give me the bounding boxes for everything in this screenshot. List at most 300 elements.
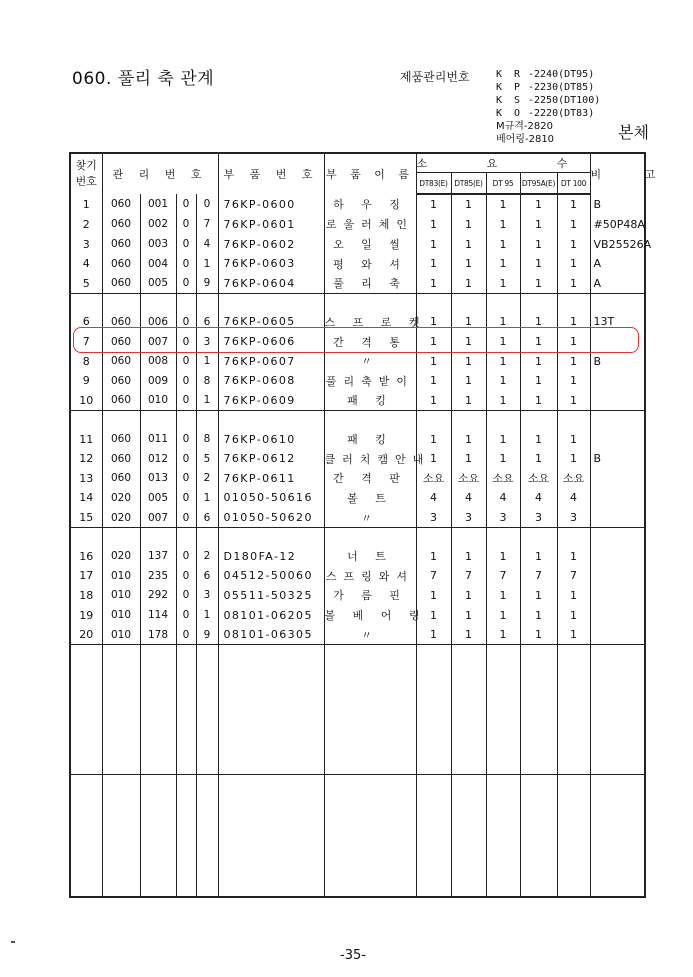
seq-cell: 12	[70, 449, 102, 469]
part-number-cell: 76KP-0602	[218, 234, 324, 254]
note-cell: B	[590, 351, 645, 371]
mgmt-b-cell: 292	[140, 586, 176, 606]
qty-cell: 3	[486, 508, 520, 528]
mgmt-b-cell: 010	[140, 391, 176, 411]
empty-cell	[520, 645, 557, 775]
table-row	[70, 429, 645, 449]
qty-cell: 1	[416, 332, 451, 352]
mgmt-c-cell: 0	[176, 254, 196, 274]
part-number-cell: 76KP-0605	[218, 312, 324, 332]
mgmt-b-cell: 003	[140, 234, 176, 254]
mgmt-b-cell: 011	[140, 429, 176, 449]
seq-cell: 20	[70, 625, 102, 645]
empty-cell	[176, 645, 196, 775]
mgmt-b-cell: 005	[140, 488, 176, 508]
empty-cell	[176, 411, 196, 430]
part-number-cell: 76KP-0601	[218, 215, 324, 235]
part-name-cell: 간 격 판	[324, 469, 416, 489]
mgmt-b-cell: 013	[140, 469, 176, 489]
part-number-cell: 76KP-0600	[218, 194, 324, 215]
header-model: DT95A(E)	[520, 173, 557, 195]
qty-cell: 1	[520, 312, 557, 332]
empty-cell	[196, 645, 218, 775]
qty-cell: 1	[416, 391, 451, 411]
empty-cell	[590, 645, 645, 775]
note-cell	[590, 605, 645, 625]
qty-cell: 3	[451, 508, 486, 528]
empty-cell	[70, 411, 102, 430]
mgmt-c-cell: 0	[176, 508, 196, 528]
qty-cell: 1	[520, 371, 557, 391]
page-number: -35-	[340, 948, 366, 963]
empty-cell	[176, 294, 196, 313]
highlighted-row-outline	[73, 327, 639, 353]
seq-cell: 6	[70, 312, 102, 332]
mgmt-b-cell: 008	[140, 351, 176, 371]
part-name-cell: 〃	[324, 508, 416, 528]
mgmt-a-cell: 010	[102, 625, 140, 645]
part-number-cell: 08101-06305	[218, 625, 324, 645]
note-cell	[590, 546, 645, 566]
seq-cell: 5	[70, 273, 102, 293]
qty-cell: 1	[416, 254, 451, 274]
parts-table	[69, 152, 676, 898]
empty-cell	[196, 294, 218, 313]
qty-cell: 1	[520, 215, 557, 235]
empty-cell	[416, 294, 451, 313]
section-label: 본체	[618, 123, 649, 142]
qty-cell: 1	[416, 234, 451, 254]
mgmt-b-cell: 007	[140, 332, 176, 352]
table-row	[70, 234, 645, 254]
mgmt-b-cell: 012	[140, 449, 176, 469]
mgmt-d-cell: 9	[196, 273, 218, 293]
mgmt-d-cell: 1	[196, 488, 218, 508]
part-name-cell: 오 일 씰	[324, 234, 416, 254]
mgmt-d-cell: 6	[196, 312, 218, 332]
mgmt-d-cell: 4	[196, 234, 218, 254]
header-part-name: 부 품 이 름	[324, 153, 416, 194]
qty-cell: 소요	[486, 469, 520, 489]
qty-cell: 1	[486, 586, 520, 606]
table-row	[70, 254, 645, 274]
mgmt-a-cell: 010	[102, 566, 140, 586]
mgmt-a-cell: 060	[102, 469, 140, 489]
mgmt-a-cell: 060	[102, 371, 140, 391]
qty-cell: 1	[486, 234, 520, 254]
header-model: DT 100	[557, 173, 590, 195]
mgmt-a-cell: 010	[102, 605, 140, 625]
table-row	[70, 566, 645, 586]
qty-cell: 1	[520, 625, 557, 645]
seq-cell: 19	[70, 605, 102, 625]
qty-cell: 1	[451, 194, 486, 215]
mgmt-c-cell: 0	[176, 273, 196, 293]
note-cell: A	[590, 273, 645, 293]
empty-cell	[218, 411, 324, 430]
qty-cell: 1	[520, 391, 557, 411]
qty-cell: 1	[486, 194, 520, 215]
note-cell: B	[590, 449, 645, 469]
empty-cell	[324, 775, 416, 897]
part-number-cell: 76KP-0604	[218, 273, 324, 293]
seq-cell: 1	[70, 194, 102, 215]
qty-cell: 1	[557, 215, 590, 235]
qty-cell: 1	[486, 625, 520, 645]
header-qty: 소 요 수	[416, 153, 590, 173]
mgmt-d-cell: 6	[196, 566, 218, 586]
mgmt-c-cell: 0	[176, 371, 196, 391]
mgmt-d-cell: 7	[196, 215, 218, 235]
qty-cell: 1	[557, 429, 590, 449]
empty-cell	[70, 775, 102, 897]
empty-cell	[520, 775, 557, 897]
part-number-cell: 76KP-0610	[218, 429, 324, 449]
mgmt-c-cell: 0	[176, 546, 196, 566]
part-name-cell: 로울러체인	[324, 215, 416, 235]
table-row	[70, 586, 645, 606]
management-number-label: 제품관리번호	[400, 70, 470, 84]
mgmt-c-cell: 0	[176, 566, 196, 586]
table-row	[70, 508, 645, 528]
part-name-cell: 클러치캠안내	[324, 449, 416, 469]
qty-cell: 1	[416, 546, 451, 566]
qty-cell: 1	[486, 332, 520, 352]
qty-cell: 1	[451, 429, 486, 449]
qty-cell: 1	[451, 254, 486, 274]
table-row	[70, 469, 645, 489]
part-number-cell: 76KP-0606	[218, 332, 324, 352]
table-row	[70, 194, 645, 215]
header-model: DT83(E)	[416, 173, 451, 195]
seq-cell: 10	[70, 391, 102, 411]
empty-cell	[590, 411, 645, 430]
qty-cell: 1	[451, 234, 486, 254]
qty-cell: 4	[557, 488, 590, 508]
qty-cell: 1	[486, 273, 520, 293]
table-spacer-row	[70, 294, 645, 313]
note-cell	[590, 371, 645, 391]
part-number-cell: 76KP-0612	[218, 449, 324, 469]
empty-cell	[218, 294, 324, 313]
empty-cell	[102, 645, 140, 775]
mgmt-c-cell: 0	[176, 449, 196, 469]
empty-cell	[590, 528, 645, 547]
table-row	[70, 546, 645, 566]
seq-cell: 15	[70, 508, 102, 528]
empty-cell	[416, 528, 451, 547]
qty-cell: 1	[557, 194, 590, 215]
qty-cell: 1	[520, 194, 557, 215]
qty-cell: 1	[486, 546, 520, 566]
code-row: K O -2220(DT83)	[496, 108, 595, 119]
seq-cell: 13	[70, 469, 102, 489]
qty-cell: 1	[451, 312, 486, 332]
mgmt-a-cell: 060	[102, 332, 140, 352]
note-cell	[590, 469, 645, 489]
part-number-cell: 76KP-0603	[218, 254, 324, 274]
qty-cell: 1	[557, 234, 590, 254]
empty-cell	[102, 528, 140, 547]
mgmt-b-cell: 006	[140, 312, 176, 332]
seq-cell: 4	[70, 254, 102, 274]
mgmt-a-cell: 010	[102, 586, 140, 606]
mgmt-d-cell: 1	[196, 391, 218, 411]
qty-cell: 1	[486, 312, 520, 332]
empty-cell	[486, 645, 520, 775]
empty-cell	[140, 775, 176, 897]
note-cell	[590, 488, 645, 508]
qty-cell: 1	[416, 273, 451, 293]
qty-cell: 1	[416, 449, 451, 469]
qty-cell: 1	[486, 254, 520, 274]
qty-cell: 소요	[557, 469, 590, 489]
empty-cell	[451, 411, 486, 430]
mgmt-b-cell: 114	[140, 605, 176, 625]
mgmt-b-cell: 007	[140, 508, 176, 528]
part-name-cell: 볼 베 어 링	[324, 605, 416, 625]
header-seq: 찾기 번호	[70, 153, 102, 194]
empty-cell	[102, 294, 140, 313]
mgmt-d-cell: 0	[196, 194, 218, 215]
empty-cell	[451, 775, 486, 897]
qty-cell: 1	[557, 586, 590, 606]
qty-cell: 4	[416, 488, 451, 508]
qty-cell: 1	[557, 351, 590, 371]
note-cell	[590, 508, 645, 528]
mgmt-c-cell: 0	[176, 586, 196, 606]
part-name-cell: 하 우 징	[324, 194, 416, 215]
table-row	[70, 215, 645, 235]
qty-cell: 1	[520, 429, 557, 449]
mgmt-c-cell: 0	[176, 625, 196, 645]
empty-cell	[451, 528, 486, 547]
seq-cell: 8	[70, 351, 102, 371]
part-number-cell: 76KP-0607	[218, 351, 324, 371]
qty-cell: 1	[557, 449, 590, 469]
part-number-cell: 08101-06205	[218, 605, 324, 625]
part-name-cell: 볼 트	[324, 488, 416, 508]
qty-cell: 7	[520, 566, 557, 586]
part-name-cell: 풀리축받이	[324, 371, 416, 391]
mgmt-a-cell: 060	[102, 254, 140, 274]
note-cell	[590, 566, 645, 586]
part-name-cell: 스프링와셔	[324, 566, 416, 586]
qty-cell: 1	[416, 351, 451, 371]
qty-cell: 1	[557, 546, 590, 566]
qty-cell: 1	[520, 254, 557, 274]
mgmt-b-cell: 002	[140, 215, 176, 235]
qty-cell: 1	[557, 371, 590, 391]
empty-cell	[70, 294, 102, 313]
empty-cell	[218, 528, 324, 547]
empty-cell	[520, 528, 557, 547]
part-number-cell: 76KP-0609	[218, 391, 324, 411]
mgmt-d-cell: 8	[196, 429, 218, 449]
note-cell: 13T	[590, 312, 645, 332]
qty-cell: 1	[416, 215, 451, 235]
empty-cell	[590, 294, 645, 313]
empty-cell	[218, 645, 324, 775]
seq-cell: 2	[70, 215, 102, 235]
empty-cell	[196, 411, 218, 430]
qty-cell: 3	[520, 508, 557, 528]
part-number-cell: 01050-50616	[218, 488, 324, 508]
mgmt-b-cell: 235	[140, 566, 176, 586]
note-cell	[590, 625, 645, 645]
empty-cell	[557, 645, 590, 775]
scan-mark	[11, 941, 15, 943]
empty-cell	[486, 775, 520, 897]
note-cell: #50P48A	[590, 215, 645, 235]
mgmt-a-cell: 060	[102, 449, 140, 469]
qty-cell: 1	[451, 546, 486, 566]
mgmt-a-cell: 020	[102, 546, 140, 566]
qty-cell: 1	[486, 449, 520, 469]
mgmt-d-cell: 1	[196, 605, 218, 625]
qty-cell: 1	[557, 254, 590, 274]
table-row	[70, 351, 645, 371]
mgmt-a-cell: 060	[102, 391, 140, 411]
empty-cell	[590, 775, 645, 897]
empty-cell	[324, 411, 416, 430]
note-cell	[590, 429, 645, 449]
qty-cell: 1	[486, 391, 520, 411]
empty-cell	[520, 411, 557, 430]
table-row	[70, 391, 645, 411]
mgmt-c-cell: 0	[176, 194, 196, 215]
mgmt-c-cell: 0	[176, 469, 196, 489]
empty-cell	[70, 645, 102, 775]
qty-cell: 1	[451, 371, 486, 391]
empty-cell	[102, 411, 140, 430]
empty-cell	[557, 775, 590, 897]
mgmt-c-cell: 0	[176, 391, 196, 411]
empty-cell	[176, 775, 196, 897]
mgmt-a-cell: 060	[102, 351, 140, 371]
mgmt-c-cell: 0	[176, 312, 196, 332]
mgmt-a-cell: 020	[102, 488, 140, 508]
qty-cell: 1	[557, 273, 590, 293]
note-cell: VB25526A	[590, 234, 645, 254]
empty-cell	[324, 528, 416, 547]
part-name-cell: 가 름 핀	[324, 586, 416, 606]
qty-cell: 1	[520, 586, 557, 606]
seq-cell: 16	[70, 546, 102, 566]
mgmt-d-cell: 1	[196, 254, 218, 274]
mgmt-b-cell: 005	[140, 273, 176, 293]
qty-cell: 1	[416, 312, 451, 332]
part-name-cell: 간 격 통	[324, 332, 416, 352]
mgmt-a-cell: 060	[102, 234, 140, 254]
seq-cell: 17	[70, 566, 102, 586]
code-row: K P -2230(DT85)	[496, 82, 595, 93]
empty-cell	[140, 645, 176, 775]
part-name-cell: 〃	[324, 625, 416, 645]
qty-cell: 1	[557, 332, 590, 352]
mgmt-a-cell: 060	[102, 215, 140, 235]
qty-cell: 1	[486, 605, 520, 625]
seq-cell: 11	[70, 429, 102, 449]
qty-cell: 4	[486, 488, 520, 508]
table-spacer-row	[70, 775, 645, 897]
qty-cell: 1	[520, 351, 557, 371]
qty-cell: 1	[520, 234, 557, 254]
mgmt-c-cell: 0	[176, 332, 196, 352]
mgmt-a-cell: 060	[102, 429, 140, 449]
product-codes	[496, 68, 600, 146]
empty-cell	[70, 528, 102, 547]
part-number-cell: 76KP-0611	[218, 469, 324, 489]
qty-cell: 1	[520, 273, 557, 293]
mgmt-d-cell: 6	[196, 508, 218, 528]
table-row	[70, 371, 645, 391]
mgmt-c-cell: 0	[176, 488, 196, 508]
empty-cell	[196, 528, 218, 547]
mgmt-b-cell: 004	[140, 254, 176, 274]
qty-cell: 1	[451, 449, 486, 469]
qty-cell: 1	[486, 215, 520, 235]
mgmt-d-cell: 8	[196, 371, 218, 391]
mgmt-b-cell: 009	[140, 371, 176, 391]
qty-cell: 1	[416, 605, 451, 625]
mgmt-d-cell: 5	[196, 449, 218, 469]
qty-cell: 1	[557, 625, 590, 645]
part-number-cell: 76KP-0608	[218, 371, 324, 391]
qty-cell: 1	[557, 312, 590, 332]
mgmt-d-cell: 9	[196, 625, 218, 645]
header-part-no: 부 품 번 호	[218, 153, 324, 194]
table-row	[70, 273, 645, 293]
qty-cell: 소요	[451, 469, 486, 489]
note-cell: B	[590, 194, 645, 215]
empty-cell	[324, 294, 416, 313]
empty-cell	[196, 775, 218, 897]
qty-cell: 4	[520, 488, 557, 508]
mgmt-a-cell: 060	[102, 312, 140, 332]
mgmt-a-cell: 060	[102, 194, 140, 215]
qty-cell: 소요	[416, 469, 451, 489]
qty-cell: 4	[451, 488, 486, 508]
mgmt-c-cell: 0	[176, 234, 196, 254]
table-row	[70, 625, 645, 645]
seq-cell: 18	[70, 586, 102, 606]
mgmt-a-cell: 020	[102, 508, 140, 528]
seq-cell: 3	[70, 234, 102, 254]
empty-cell	[557, 528, 590, 547]
part-number-cell: 04512-50060	[218, 566, 324, 586]
qty-cell: 1	[520, 332, 557, 352]
qty-cell: 7	[416, 566, 451, 586]
note-cell	[590, 391, 645, 411]
mgmt-c-cell: 0	[176, 429, 196, 449]
part-name-cell: 패 킹	[324, 391, 416, 411]
mgmt-d-cell: 3	[196, 586, 218, 606]
table-row	[70, 605, 645, 625]
qty-cell: 1	[416, 371, 451, 391]
qty-cell: 1	[520, 449, 557, 469]
qty-cell: 1	[416, 625, 451, 645]
empty-cell	[102, 775, 140, 897]
empty-cell	[218, 775, 324, 897]
qty-cell: 1	[486, 371, 520, 391]
header-model: DT 95	[486, 173, 520, 195]
part-name-cell: 스 프 로 켓	[324, 312, 416, 332]
empty-cell	[416, 411, 451, 430]
empty-cell	[140, 294, 176, 313]
part-number-cell: 05511-50325	[218, 586, 324, 606]
empty-cell	[324, 645, 416, 775]
